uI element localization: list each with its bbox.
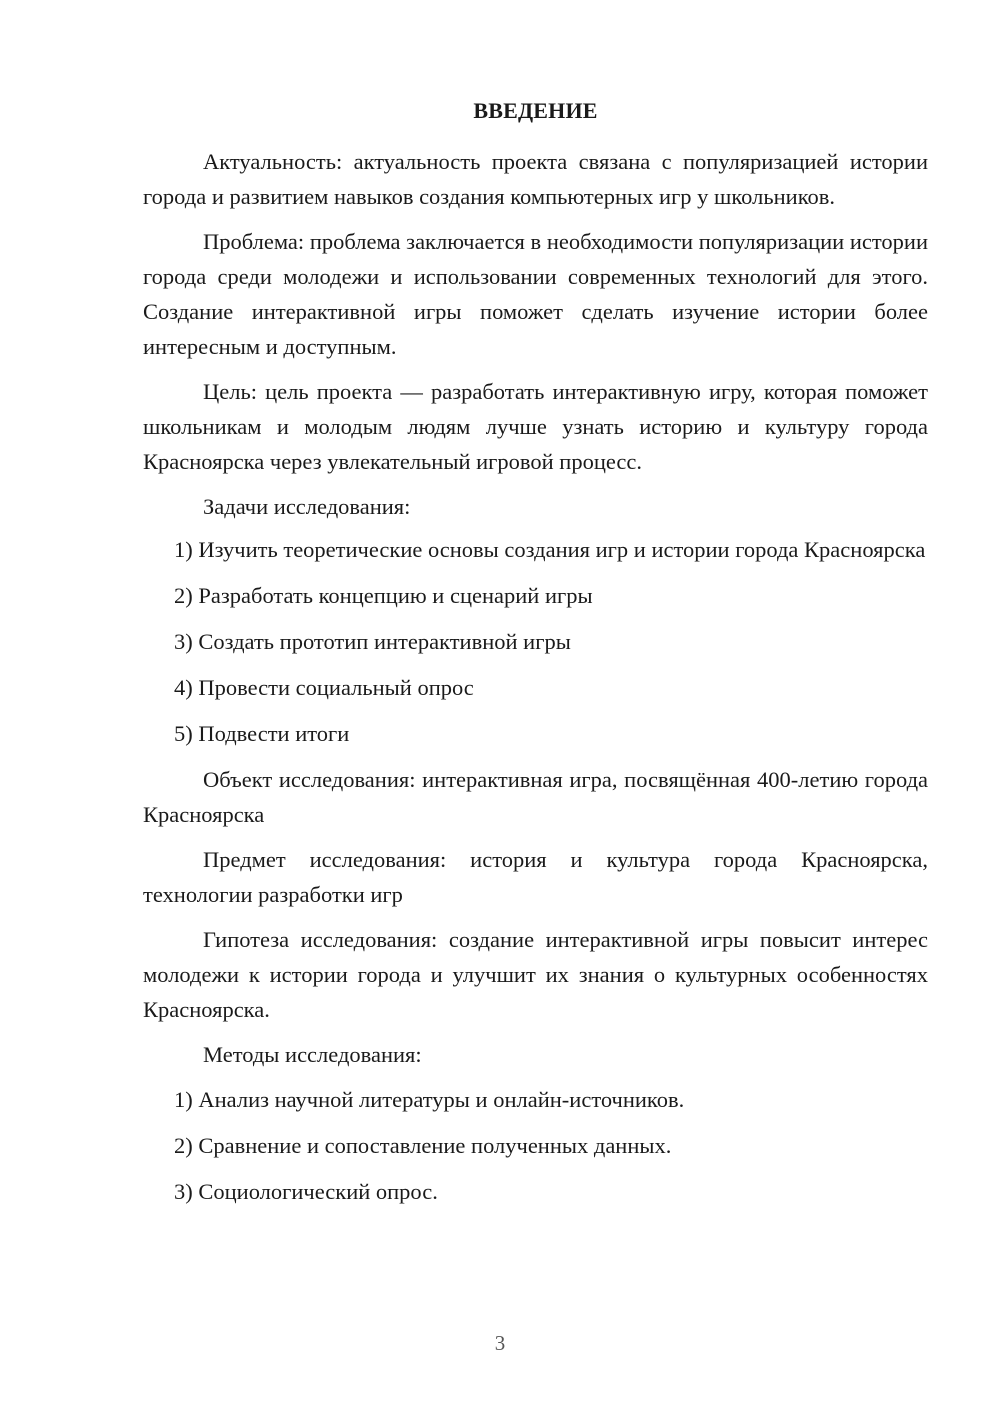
paragraph-goal: Цель: цель проекта — разработать интерактивную игру, которая поможет школьникам и молодым людям лучше узнать историю и культуру города Красноярска через увлекательный игровой процесс. (143, 379, 928, 474)
methods-list (143, 1082, 928, 1209)
paragraph-relevance: Актуальность: актуальность проекта связана с популяризацией истории города и развитием навыков создания компьютерных игр у школьников. (143, 149, 928, 209)
paragraph-subject: Предмет исследования: история и культура города Красноярска, технологии разработки игр (143, 847, 928, 907)
section-title: ВВЕДЕНИЕ (473, 98, 598, 123)
tasks-list (143, 532, 928, 751)
task-item: 1) Изучить теоретические основы создания игр и истории города Красноярска (174, 537, 926, 562)
methods-heading: Методы исследования: (203, 1042, 422, 1067)
method-item: 3) Социологический опрос. (174, 1179, 438, 1204)
method-item: 2) Сравнение и сопоставление полученных данных. (174, 1133, 672, 1158)
paragraph-hypothesis: Гипотеза исследования: создание интерактивной игры повысит интерес молодежи к истории города и улучшит их знания о культурных особенностях Красноярска. (143, 927, 928, 1022)
page-number: 3 (494, 1331, 506, 1355)
task-item: 4) Провести социальный опрос (174, 675, 474, 700)
task-item: 2) Разработать концепцию и сценарий игры (174, 583, 593, 608)
tasks-heading: Задачи исследования: (203, 494, 411, 519)
paragraph-object: Объект исследования: интерактивная игра, посвящённая 400-летию города Красноярска (143, 767, 928, 827)
paragraph-problem: Проблема: проблема заключается в необходимости популяризации истории города среди молодежи и использовании современных технологий для этого. Создание интерактивной игры поможет сделать изучение истории более интересным и доступным. (143, 229, 928, 359)
task-item: 5) Подвести итоги (174, 721, 350, 746)
document-page (143, 94, 928, 1220)
task-item: 3) Создать прототип интерактивной игры (174, 629, 571, 654)
method-item: 1) Анализ научной литературы и онлайн-источников. (174, 1087, 685, 1112)
